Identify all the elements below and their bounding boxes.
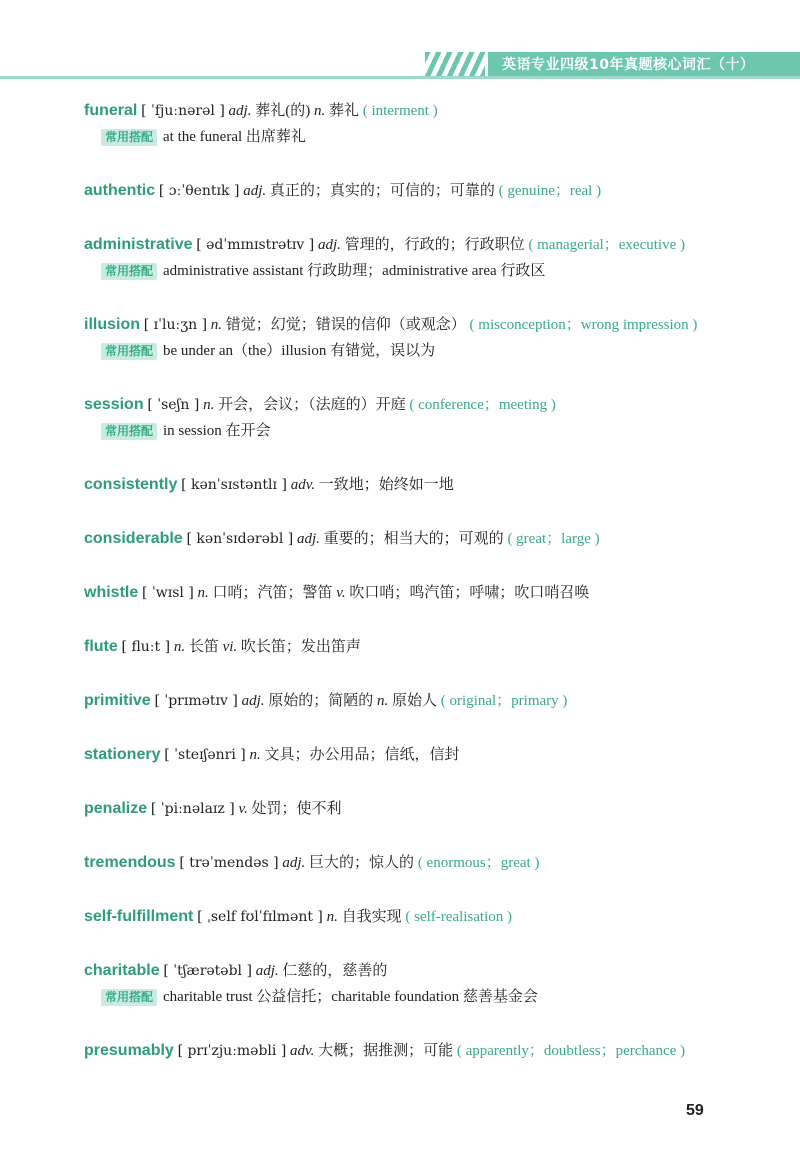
- vocab-definition-line: [84, 850, 714, 876]
- vocab-entry: [84, 742, 714, 768]
- vocab-entry: [84, 958, 714, 1010]
- definition: 吹长笛；发出笛声: [240, 639, 361, 655]
- vocab-entry: [84, 312, 714, 364]
- page-header: [0, 0, 800, 80]
- definition: 一致地；始终如一地: [318, 477, 454, 493]
- phonetic: [ ˈtʃærətəbl ]: [163, 963, 252, 979]
- vocab-entry: [84, 580, 714, 606]
- synonyms: ( interment ): [362, 103, 438, 119]
- part-of-speech: n.: [210, 317, 223, 333]
- part-of-speech: adj.: [282, 855, 306, 871]
- collocation-tag: 常用搭配: [101, 263, 157, 280]
- definition: 葬礼: [328, 103, 359, 119]
- part-of-speech: adj.: [241, 693, 265, 709]
- headword: illusion: [84, 316, 140, 333]
- phonetic: [ kənˈsɪdərəbl ]: [186, 531, 294, 547]
- collocation-tag: 常用搭配: [101, 129, 157, 146]
- headword: session: [84, 396, 144, 413]
- vocab-entry: [84, 98, 714, 150]
- synonyms: ( genuine；real ): [498, 183, 602, 199]
- vocab-definition-line: [84, 392, 714, 418]
- definition: 真正的；真实的；可信的；可靠的: [269, 183, 495, 199]
- vocab-definition-line: [84, 178, 714, 204]
- vocab-entry: [84, 688, 714, 714]
- part-of-speech: v.: [336, 585, 346, 601]
- synonyms: ( original；primary ): [440, 693, 568, 709]
- synonyms: ( managerial；executive ): [528, 237, 685, 253]
- synonyms: ( apparently；doubtless；perchance ): [456, 1043, 686, 1059]
- synonyms: ( conference；meeting ): [409, 397, 556, 413]
- phonetic: [ ədˈmɪnɪstrətɪv ]: [196, 237, 315, 253]
- phonetic: [ ˈprɪmətɪv ]: [154, 693, 238, 709]
- vocab-definition-line: [84, 688, 714, 714]
- headword: consistently: [84, 476, 178, 493]
- vocabulary-list: [84, 98, 714, 1092]
- vocab-definition-line: [84, 796, 714, 822]
- phonetic: [ prɪˈzjuːməbli ]: [177, 1043, 287, 1059]
- phonetic: [ ɪˈluːʒn ]: [143, 317, 208, 333]
- header-title: 英语专业四级10年真题核心词汇（十）: [488, 52, 800, 78]
- vocab-definition-line: [84, 232, 714, 258]
- page-number: 59: [686, 1102, 704, 1119]
- collocation-line: [84, 984, 714, 1010]
- collocation-text: charitable trust 公益信托；charitable foundation 慈善基金会: [163, 989, 538, 1005]
- definition: 自我实现: [341, 909, 402, 925]
- headword: stationery: [84, 746, 161, 763]
- collocation-tag: 常用搭配: [101, 423, 157, 440]
- definition: 葬礼(的): [255, 103, 311, 119]
- synonyms: ( enormous；great ): [417, 855, 540, 871]
- vocab-entry: [84, 1038, 714, 1064]
- part-of-speech: n.: [249, 747, 261, 763]
- phonetic: [ kənˈsɪstəntlɪ ]: [181, 477, 287, 493]
- part-of-speech: adj.: [297, 531, 320, 547]
- definition: 长笛: [188, 639, 219, 655]
- vocab-definition-line: [84, 312, 714, 338]
- synonyms: ( self-realisation ): [405, 909, 513, 925]
- part-of-speech: v.: [238, 801, 248, 817]
- part-of-speech: n.: [173, 639, 186, 655]
- vocab-entry: [84, 796, 714, 822]
- definition: 吹口哨；鸣汽笛；呼啸；吹口哨召唤: [349, 585, 590, 601]
- collocation-text: at the funeral 出席葬礼: [163, 129, 306, 145]
- vocab-definition-line: [84, 472, 714, 498]
- collocation-text: in session 在开会: [163, 423, 271, 439]
- vocab-entry: [84, 232, 714, 284]
- headword: whistle: [84, 584, 139, 601]
- vocab-definition-line: [84, 742, 714, 768]
- vocab-definition-line: [84, 580, 714, 606]
- definition: 原始人: [392, 693, 438, 709]
- part-of-speech: adv.: [290, 477, 315, 493]
- definition: 巨大的；惊人的: [309, 855, 415, 871]
- headword: flute: [84, 638, 118, 655]
- part-of-speech: n.: [197, 585, 209, 601]
- definition: 处罚；使不利: [251, 801, 342, 817]
- vocab-definition-line: [84, 958, 714, 984]
- phonetic: [ ˈwɪsl ]: [141, 585, 194, 601]
- collocation-text: be under an（the）illusion 有错觉，误以为: [163, 343, 436, 359]
- part-of-speech: adv.: [290, 1043, 315, 1059]
- phonetic: [ ˌself fʊlˈfɪlmənt ]: [197, 909, 323, 925]
- phonetic: [ ˈfjuːnərəl ]: [141, 103, 225, 119]
- vocab-entry: [84, 850, 714, 876]
- part-of-speech: n.: [377, 693, 389, 709]
- headword: charitable: [84, 962, 160, 979]
- part-of-speech: n.: [203, 397, 215, 413]
- definition: 重要的；相当大的；可观的: [323, 531, 504, 547]
- headword: primitive: [84, 692, 151, 709]
- part-of-speech: adj.: [228, 103, 252, 119]
- collocation-line: [84, 124, 714, 150]
- vocab-entry: [84, 904, 714, 930]
- definition: 文具；办公用品；信纸，信封: [264, 747, 460, 763]
- collocation-text: administrative assistant 行政助理；administrative area 行政区: [163, 263, 546, 279]
- headword: tremendous: [84, 854, 176, 871]
- vocab-definition-line: [84, 904, 714, 930]
- headword: authentic: [84, 182, 156, 199]
- part-of-speech: adj.: [255, 963, 279, 979]
- collocation-tag: 常用搭配: [101, 343, 157, 360]
- headword: considerable: [84, 530, 183, 547]
- phonetic: [ fluːt ]: [121, 639, 171, 655]
- vocab-definition-line: [84, 526, 714, 552]
- definition: 原始的；简陋的: [268, 693, 374, 709]
- vocab-entry: [84, 178, 714, 204]
- phonetic: [ ɔːˈθentɪk ]: [158, 183, 240, 199]
- definition: 大概；据推测；可能: [318, 1043, 454, 1059]
- vocab-definition-line: [84, 98, 714, 124]
- vocab-entry: [84, 392, 714, 444]
- part-of-speech: n.: [313, 103, 326, 119]
- definition: 仁慈的，慈善的: [282, 963, 388, 979]
- synonyms: ( misconception；wrong impression ): [469, 317, 698, 333]
- synonyms: ( great；large ): [507, 531, 600, 547]
- part-of-speech: vi.: [222, 639, 238, 655]
- header-rule: [0, 76, 800, 79]
- header-stripes-decoration: [425, 52, 485, 78]
- headword: penalize: [84, 800, 148, 817]
- vocab-entry: [84, 472, 714, 498]
- part-of-speech: n.: [326, 909, 338, 925]
- definition: 管理的，行政的；行政职位: [344, 237, 525, 253]
- headword: funeral: [84, 102, 138, 119]
- definition: 错觉；幻觉；错误的信仰（或观念）: [225, 317, 466, 333]
- vocab-definition-line: [84, 1038, 714, 1064]
- headword: presumably: [84, 1042, 174, 1059]
- collocation-tag: 常用搭配: [101, 989, 157, 1006]
- vocab-entry: [84, 634, 714, 660]
- phonetic: [ ˈseʃn ]: [147, 397, 200, 413]
- vocab-definition-line: [84, 634, 714, 660]
- headword: self-fulfillment: [84, 908, 194, 925]
- collocation-line: [84, 418, 714, 444]
- collocation-line: [84, 258, 714, 284]
- definition: 口哨；汽笛；警笛: [212, 585, 333, 601]
- phonetic: [ trəˈmendəs ]: [179, 855, 279, 871]
- phonetic: [ ˈsteɪʃənri ]: [164, 747, 246, 763]
- part-of-speech: adj.: [243, 183, 267, 199]
- part-of-speech: adj.: [317, 237, 341, 253]
- definition: 开会，会议；（法庭的）开庭: [218, 397, 406, 413]
- collocation-line: [84, 338, 714, 364]
- vocab-entry: [84, 526, 714, 552]
- phonetic: [ ˈpiːnəlaɪz ]: [150, 801, 235, 817]
- headword: administrative: [84, 236, 193, 253]
